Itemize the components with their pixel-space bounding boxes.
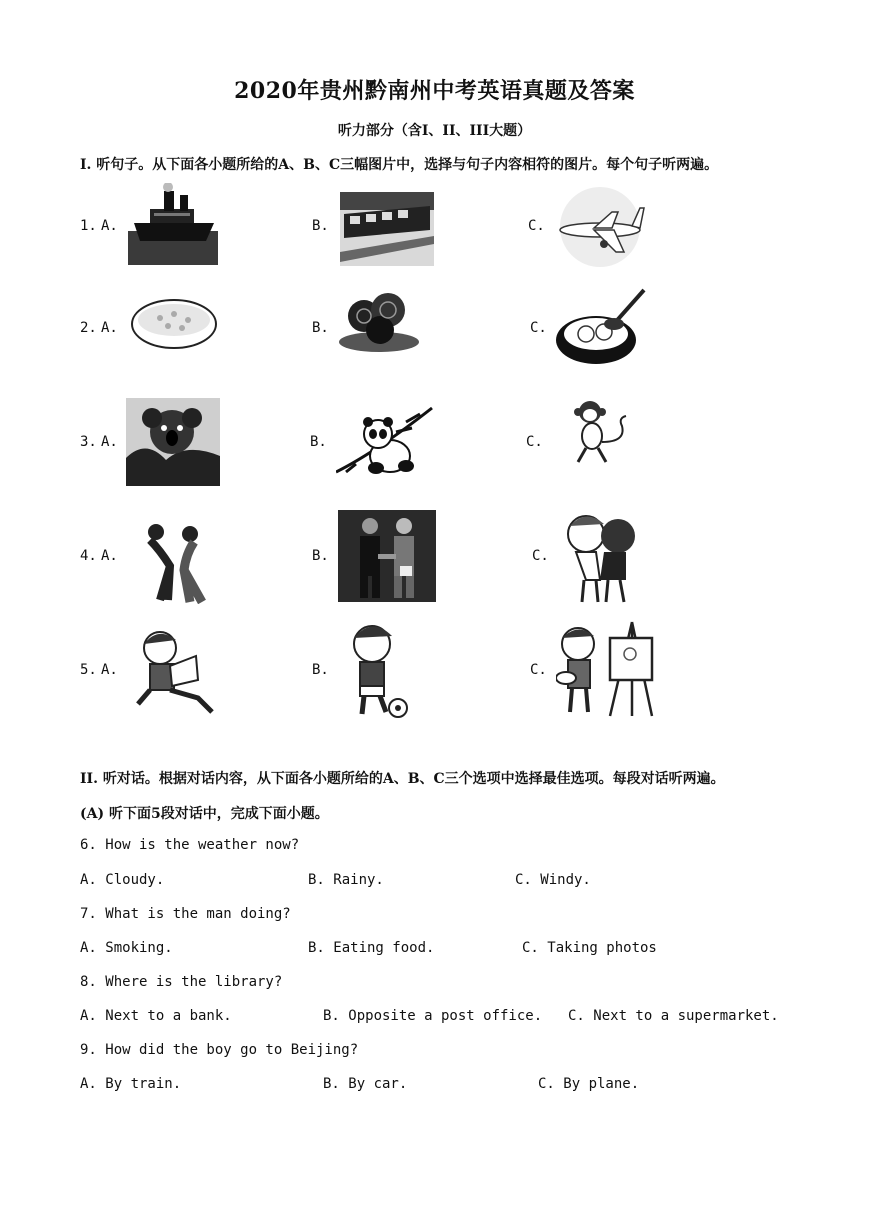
q9-option-a: A. By train. xyxy=(80,1076,182,1092)
q9-option-c: C. By plane. xyxy=(538,1076,640,1092)
q4-option-c-label: C. xyxy=(532,548,549,564)
section1-instruction: I. 听句子。从下面各小题所给的A、B、C三幅图片中，选择与句子内容相符的图片。每个句子听两遍。 xyxy=(80,157,719,173)
q5-number: 5. xyxy=(80,662,97,678)
q4-number: 4. xyxy=(80,548,97,564)
bowing-people-image xyxy=(130,520,222,604)
q8-option-a: A. Next to a bank. xyxy=(80,1008,232,1024)
monkey-image xyxy=(568,398,632,464)
q1-option-b-label: B. xyxy=(312,218,329,234)
q7-option-b: B. Eating food. xyxy=(308,940,435,956)
q5-option-a-label: A. xyxy=(101,662,118,678)
q5-option-c-label: C. xyxy=(530,662,547,678)
boy-painting-image xyxy=(556,620,656,718)
q8-question: 8. Where is the library? xyxy=(80,974,283,990)
koala-image xyxy=(126,398,220,486)
dumplings-bowl-image xyxy=(552,286,648,368)
q9-option-b: B. By car. xyxy=(323,1076,408,1092)
q1-option-a-label: A. xyxy=(101,218,118,234)
ship-image xyxy=(128,183,218,265)
q7-option-c: C. Taking photos xyxy=(522,940,657,956)
airplane-image xyxy=(554,186,646,268)
q8-option-c: C. Next to a supermarket. xyxy=(568,1008,779,1024)
q3-number: 3. xyxy=(80,434,97,450)
q6-option-a: A. Cloudy. xyxy=(80,872,165,888)
q7-option-a: A. Smoking. xyxy=(80,940,173,956)
section2-instruction: II. 听对话。根据对话内容，从下面各小题所给的A、B、C三个选项中选择最佳选项。每段对话听两遍。 xyxy=(80,771,725,787)
q3-option-b-label: B. xyxy=(310,434,327,450)
q3-option-a-label: A. xyxy=(101,434,118,450)
page-title: 2020年贵州黔南州中考英语真题及答案 xyxy=(234,78,635,104)
panda-image xyxy=(336,402,434,482)
q6-question: 6. How is the weather now? xyxy=(80,837,300,853)
q8-option-b: B. Opposite a post office. xyxy=(323,1008,543,1024)
section2-part-a: (A) 听下面5段对话中，完成下面小题。 xyxy=(80,806,329,822)
hug-kiss-image xyxy=(556,510,648,604)
q2-option-c-label: C. xyxy=(530,320,547,336)
rice-bowl-image xyxy=(130,288,218,354)
section-subtitle: 听力部分（含I、II、III大题） xyxy=(337,123,532,139)
q6-option-c: C. Windy. xyxy=(515,872,591,888)
q4-option-b-label: B. xyxy=(312,548,329,564)
q5-option-b-label: B. xyxy=(312,662,329,678)
q2-option-a-label: A. xyxy=(101,320,118,336)
q1-number: 1. xyxy=(80,218,97,234)
q6-option-b: B. Rainy. xyxy=(308,872,384,888)
q2-option-b-label: B. xyxy=(312,320,329,336)
q7-question: 7. What is the man doing? xyxy=(80,906,291,922)
q9-question: 9. How did the boy go to Beijing? xyxy=(80,1042,359,1058)
handshake-image xyxy=(338,510,436,602)
q1-option-c-label: C. xyxy=(528,218,545,234)
mooncakes-image xyxy=(336,286,422,356)
boy-reading-image xyxy=(136,626,220,718)
q4-option-a-label: A. xyxy=(101,548,118,564)
boy-football-image xyxy=(336,620,410,718)
train-image xyxy=(340,192,434,266)
q3-option-c-label: C. xyxy=(526,434,543,450)
q2-number: 2. xyxy=(80,320,97,336)
